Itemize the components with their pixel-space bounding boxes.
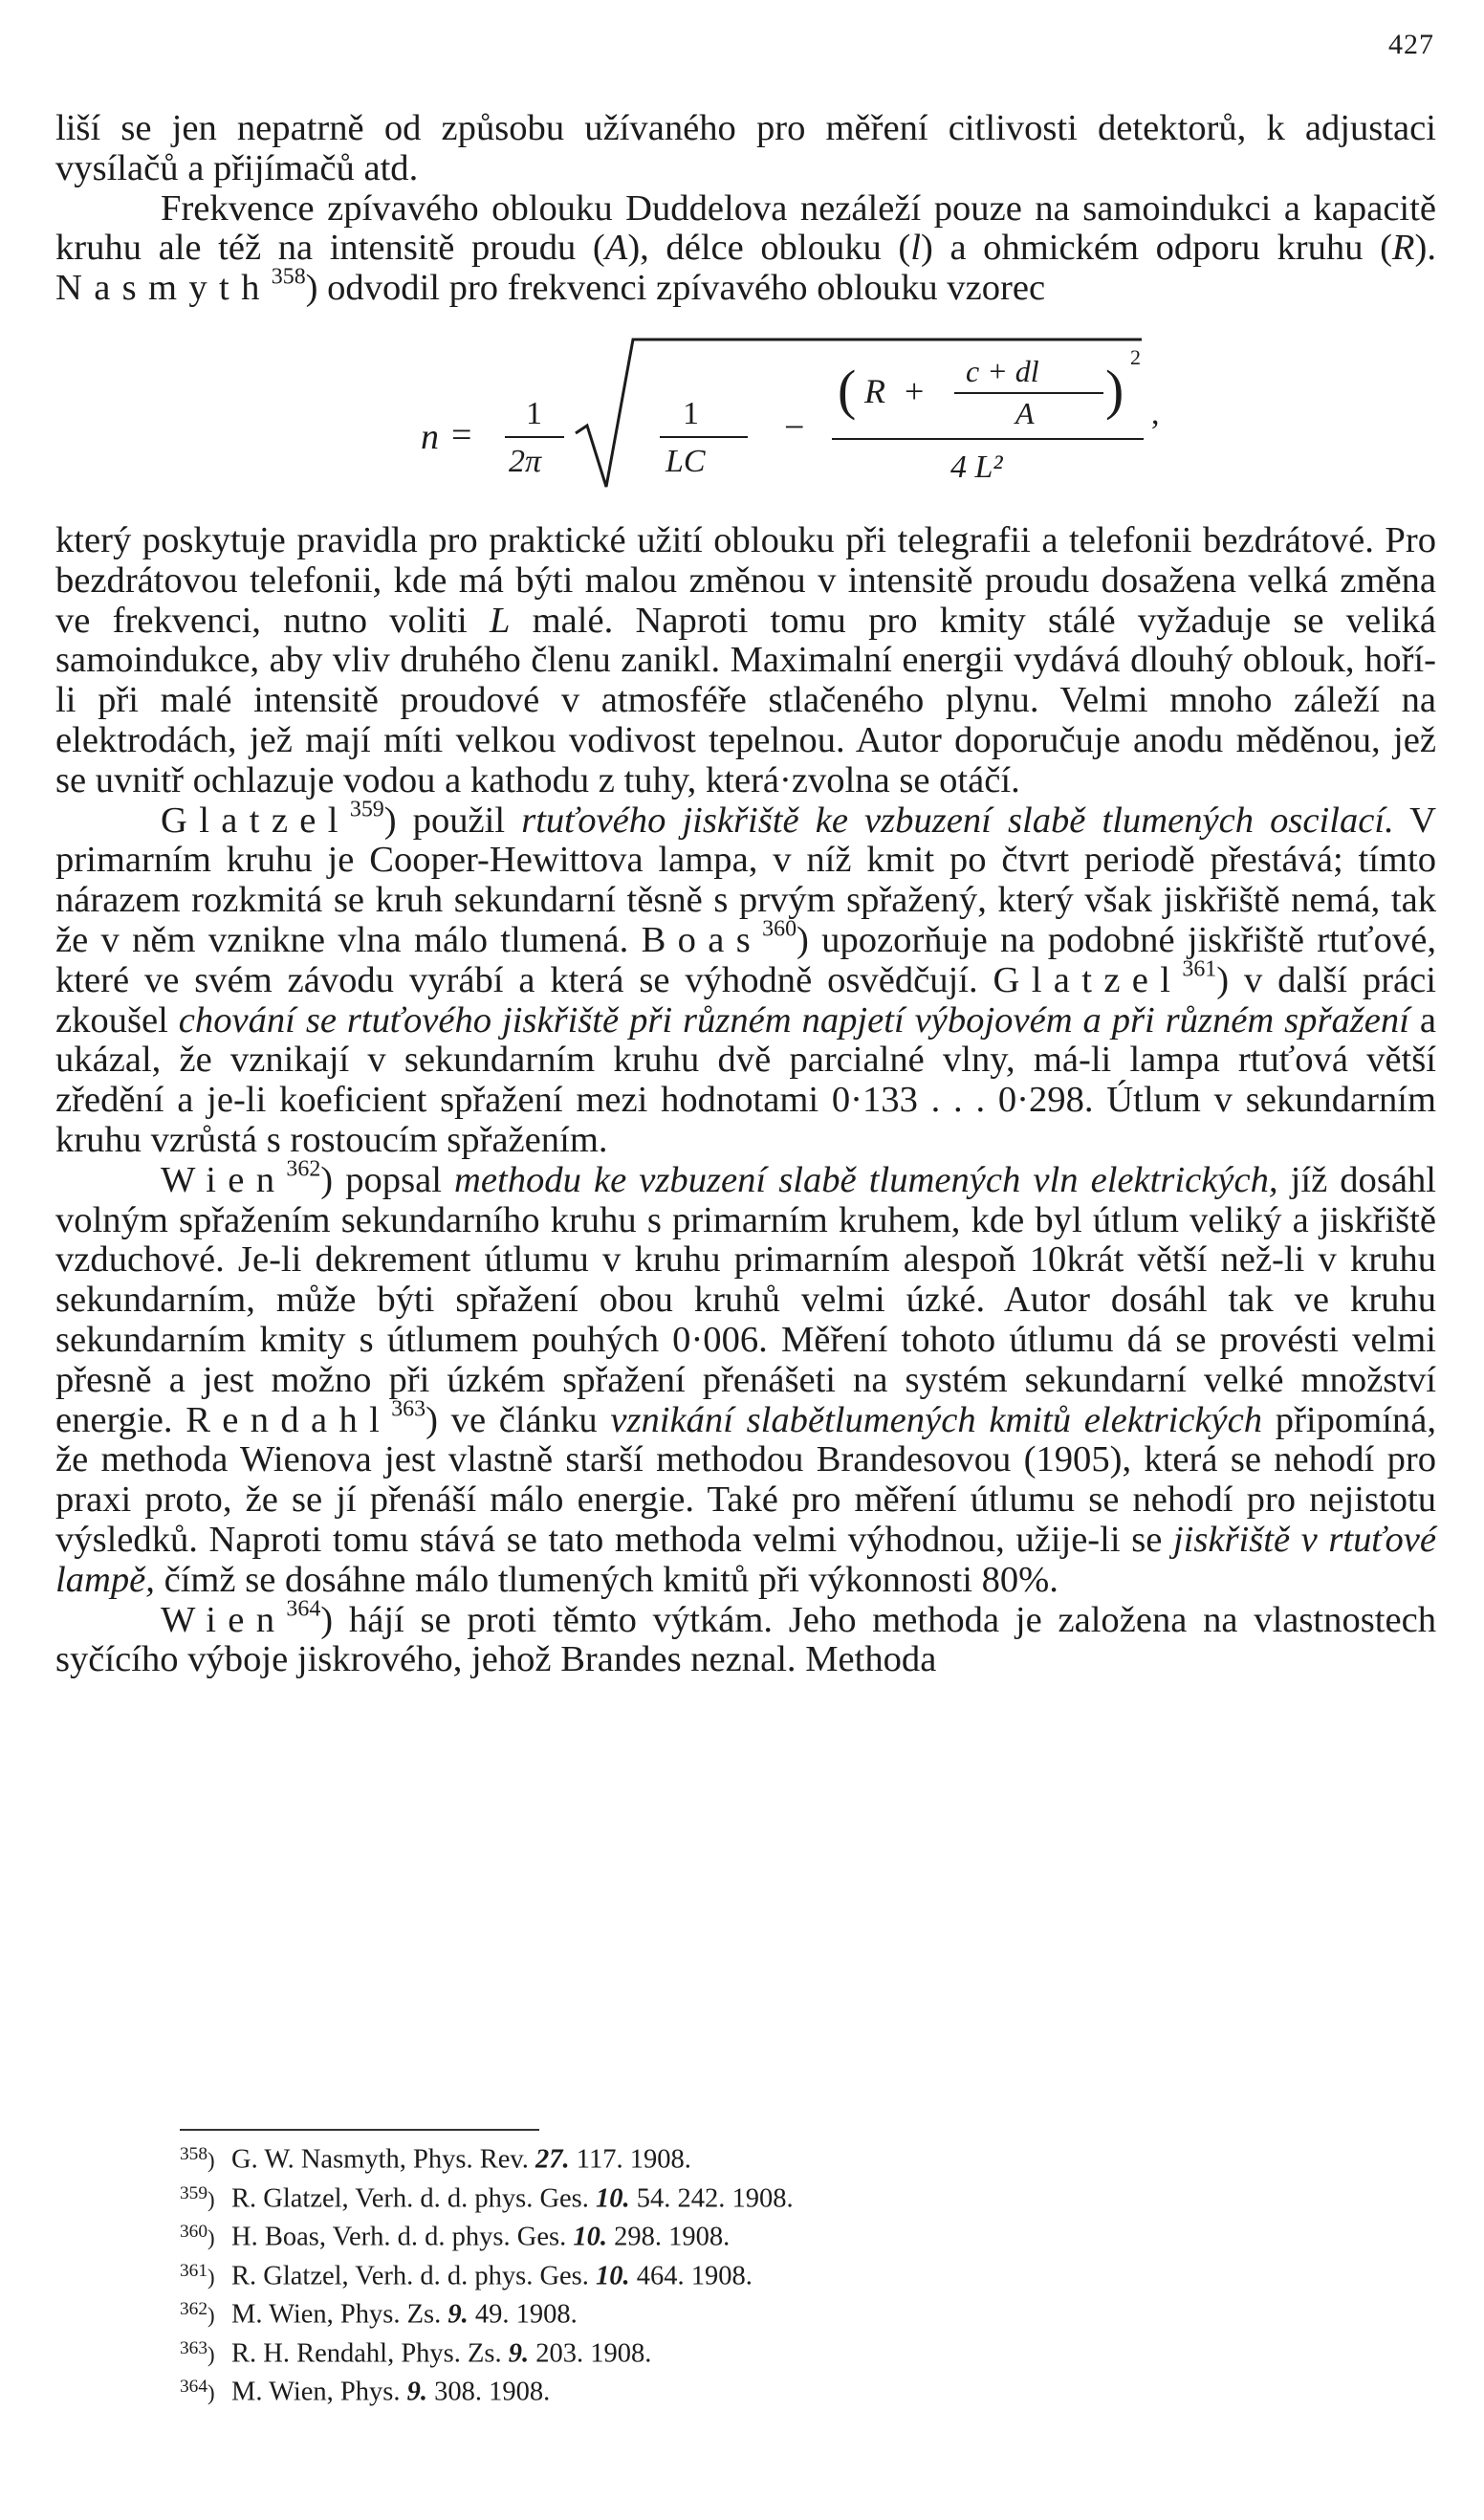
footnote [180,2371,1423,2410]
formula-lc: LC [666,443,706,479]
footnote-journal: Verh. d. d. phys. Ges. [355,2183,589,2214]
footnote-ref[interactable]: 358 [271,264,306,290]
text-run: který poskytuje pravidla pro praktické užití oblouku při telegrafii a telefonii bezdrátové. Pro bezdrátovou telefonii, kde má býti malou změnou v intensitě proudu dosažena velká změna ve frekvenci, nutno voliti [55,519,1436,641]
text-run: ). [1414,228,1436,269]
footnote-journal: Verh. d. d. phys. Ges. [355,2261,589,2291]
paragraph [55,189,1436,309]
text-run: ) odvodil pro frekvenci zpívavého oblouku vzorec [305,268,1046,309]
formula-r: R [864,371,885,410]
formula-four-l2: 4 L² [950,449,1003,485]
footnote [180,2255,1423,2294]
footnote-volume: 10. [573,2222,607,2252]
footnote-journal: Phys. Zs. [401,2338,502,2369]
text-run: ) popsal [320,1159,455,1200]
author-name: Wien [161,1159,287,1200]
text-run: ) hájí se proti těmto výtkám. Jeho methoda je založena na vlastnostech syčícího výboje jiskrového, jehož Brandes neznal. Methoda [55,1599,1436,1680]
paragraph [55,796,1437,1161]
formula-two-pi: 2π [509,443,542,479]
footnote-ref[interactable]: 359 [349,796,384,822]
author-name: Wien [161,1599,287,1640]
footnote-pages-year: 117. 1908. [576,2144,691,2175]
formula-equals: = [451,414,472,455]
text-run: ) v další práci zkoušel [55,959,1437,1041]
footnote-journal: Phys. [339,2377,401,2407]
formula-minus: − [784,406,805,448]
footnote-author: R. Glatzel, [231,2183,349,2214]
footnotes [180,2138,1423,2410]
footnote-ref[interactable]: 362 [286,1155,321,1181]
footnote-author: R. H. Rendahl, [231,2338,395,2369]
footnote [180,2216,1423,2255]
footnote-mark: $^{364}$) [180,2377,215,2405]
formula-n: n [421,416,439,457]
author-name: Nasmyth [55,268,272,309]
footnote-pages-year: 464. 1908. [636,2261,753,2291]
footnote [180,2178,1423,2217]
footnote-mark: $^{363}$) [180,2337,215,2367]
page-number: 427 [1388,29,1434,60]
author-name: Boas [641,919,763,960]
footnote-author: M. Wien, [231,2377,334,2407]
footnote-volume: 27. [535,2144,570,2175]
footnote-journal: Phys. Rev. [413,2144,529,2175]
formula-svg [55,317,1436,508]
italic-phrase: R [1391,228,1415,269]
formula-square: 2 [1130,344,1141,369]
italic-phrase: chování se rtuťového jiskřiště při různém napjetí výbojovém a při různém spřažení [178,999,1409,1041]
italic-phrase: A [604,228,628,269]
text-run: liší se jen nepatrně od způsobu užívaného pro měření citlivosti detektorů, k adjustaci vysílačů a přijímačů atd. [55,108,1436,188]
text-run: a ukázal, že vznikají v sekundarním kruhu dvě parcialné vlny, má-li lampa rtuťová větší zředění a je-li koeficient spřažení mezi hodnotami 0·133 . . . 0·298. Útlum v sekundarním kruhu vzrůstá s rostoucím spřažením. [55,999,1436,1160]
paragraph [55,1595,1436,1681]
footnote-author: R. Glatzel, [231,2261,349,2291]
text-run: ) upozorňuje na podobné jiskřiště rtuťové, které ve svém závodu vyrábí a která se výhodně osvědčují. [55,919,1436,1000]
text-run: Frekvence zpívavého oblouku Duddelova nezáleží pouze na samoindukci a kapacitě kruhu ale též na intensitě proudu ( [55,187,1436,269]
text-run: ), délce oblouku ( [627,228,911,269]
footnote-volume: 10. [596,2261,630,2291]
paragraph [55,521,1436,801]
footnote-mark: $^{360}$) [180,2222,215,2250]
text-run: čímž se dosáhne málo tlumených kmitů při výkonnosti 80%. [154,1559,1058,1600]
footnote-author: M. Wien, [231,2299,334,2330]
footnote-ref[interactable]: 364 [286,1595,321,1621]
footnote-author: G. W. Nasmyth, [231,2144,406,2175]
footnote-pages-year: 54. 242. 1908. [636,2183,794,2214]
formula-a: A [1015,395,1035,430]
author-name: Rendahl [186,1399,392,1440]
formula-lparen: ( [838,358,857,421]
footnote [180,2293,1423,2333]
footnote [180,2333,1423,2372]
formula-comma: , [1151,395,1160,431]
footnote-pages-year: 298. 1908. [614,2222,731,2252]
formula-inner-one: 1 [683,395,699,431]
footnote-volume: 9. [447,2299,469,2330]
footnote-mark: $^{362}$) [180,2299,215,2328]
footnote-rule [180,2129,539,2131]
footnote [180,2138,1423,2178]
footnote-pages-year: 308. 1908. [434,2377,551,2407]
text-run: V primarním kruhu je Cooper-Hewittova lampa, v níž kmit po čtvrt periodě přestává; tímto nárazem rozkmitá se kruh sekundarní těsně s prvým spřažený, který však jiskřiště nemá, tak že v něm vznikne vlna málo tlumená. [55,800,1436,960]
italic-phrase: jiskřiště v rtuťové lampě, [55,1519,1436,1600]
text-run: malé. Naproti tomu pro kmity stálé vyžaduje se veliká samoindukce, aby vliv druhého členu zanikl. Maximalní energii vydává dlouhý oblouk, hoří-li při malé intensitě proudové v atmosféře stlačeného plynu. Velmi mnoho záleží na elektrodách, jež mají míti velkou vodivost tepelnou. Autor doporučuje anodu měděnou, jež se uvnitř ochlazuje vodou a kathodu z tuhy, která·zvolna se otáčí. [55,600,1436,800]
formula-plus: + [905,371,925,410]
formula-rparen: ) [1105,358,1124,421]
text-run: jíž dosáhl volným spřažením sekundarního kruhu s primarním kruhem, kde byl útlum veliký a jiskřiště vzduchové. Je-li dekrement útlumu v kruhu primarním alespoň 10krát větší než-li v kruhu sekundarním, může býti spřažení obou kruhů velmi úzké. Autor dosáhl tak ve kruhu sekundarním kmity s útlumem pouhých 0·006. Měření tohoto útlumu dá se provésti velmi přesně a jest možno při úzkém spřažení přenášeti na systém sekundarní velké množství energie. [55,1159,1436,1440]
footnote-mark: $^{358}$) [180,2144,215,2173]
footnote-author: H. Boas, [231,2222,326,2252]
footnote-ref[interactable]: 361 [1182,956,1217,981]
italic-phrase: l [910,228,921,269]
italic-phrase: methodu ke vzbuzení slabě tlumených vln elektrických, [454,1159,1278,1200]
footnote-mark: $^{361}$) [180,2260,215,2290]
footnote-journal: Verh. d. d. phys. Ges. [332,2222,567,2252]
paragraph [55,1155,1436,1601]
italic-phrase: L [489,600,511,641]
text-run: ) ve článku [426,1399,611,1440]
footnote-pages-year: 49. 1908. [474,2299,578,2330]
footnote-ref[interactable]: 360 [762,916,797,942]
footnote-volume: 9. [508,2338,530,2369]
footnote-volume: 10. [596,2183,630,2214]
body-text [55,109,1436,1680]
italic-phrase: rtuťového jiskřiště ke vzbuzení slabě tlumených oscilací. [521,800,1394,841]
text-run: připomíná, že methoda Wienova jest vlastně starší methodou Brandesovou (1905), která se nehodí pro praxi proto, že se jí přenáší málo energie. Také pro měření útlumu se nehodí pro nejistotu výsledků. Naproti tomu stává se tato methoda velmi výhodnou, užije-li se [55,1399,1436,1560]
italic-phrase: vznikání slabětlumených kmitů elektrických [610,1399,1263,1440]
author-name: Glatzel [161,800,350,841]
footnote-journal: Phys. Zs. [339,2299,442,2330]
text-run: ) a ohmickém odporu kruhu ( [921,228,1392,269]
formula-c-dl: c + dl [966,353,1039,388]
footnote-volume: 9. [406,2377,427,2407]
formula [55,317,1436,508]
formula-one: 1 [526,395,542,431]
text-run: ) použil [383,800,522,841]
footnote-ref[interactable]: 363 [391,1395,426,1421]
radical-sign [576,340,1142,487]
paragraph [55,109,1436,189]
footnote-mark: $^{359}$) [180,2182,215,2212]
author-name: Glatzel [993,959,1183,1000]
footnote-pages-year: 203. 1908. [535,2338,652,2369]
